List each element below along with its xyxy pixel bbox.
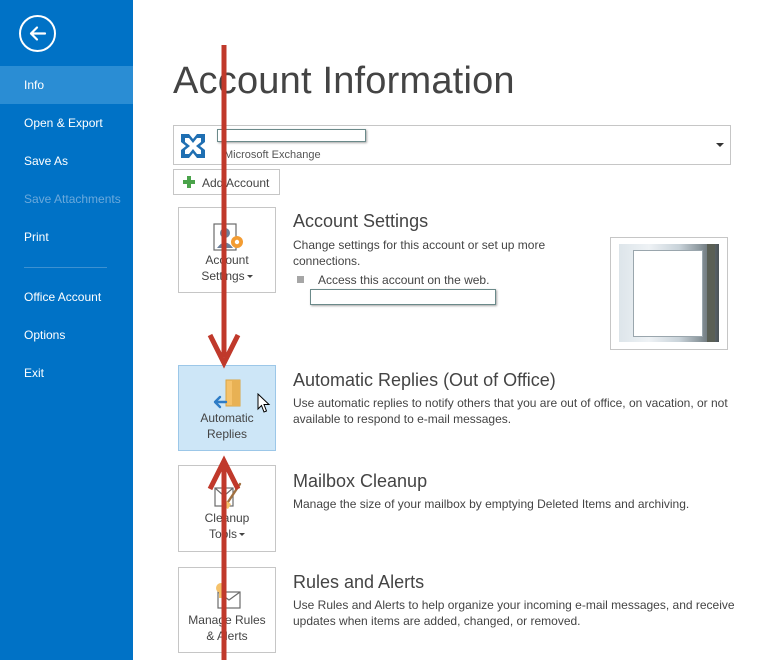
nav-item-exit[interactable]: Exit — [24, 366, 45, 380]
tile-label: Automatic Replies — [200, 411, 254, 441]
profile-picture-redaction — [633, 250, 703, 337]
sidebar-divider — [24, 267, 107, 268]
automatic-replies-button[interactable] — [178, 365, 276, 451]
add-account-button[interactable] — [173, 169, 280, 195]
tile-label: Manage Rules & Alerts — [188, 613, 266, 643]
section-desc-rules-alerts: Use Rules and Alerts to help organize your incoming e-mail messages, and receive updates when items are added, changed, or removed. — [293, 598, 735, 628]
nav-item-options[interactable]: Options — [24, 328, 66, 342]
account-type-label: Microsoft Exchange — [224, 149, 321, 161]
profile-picture[interactable] — [619, 244, 719, 342]
cleanup-tools-icon — [210, 476, 246, 512]
web-access-link-redacted[interactable] — [310, 289, 496, 305]
account-name-redacted — [217, 129, 366, 142]
backstage-sidebar — [0, 0, 133, 660]
tile-label: Account Settings — [179, 252, 275, 284]
section-desc-account-settings: Change settings for this account or set up more connections. — [293, 238, 546, 268]
automatic-replies-icon — [210, 376, 246, 412]
profile-picture-detail — [707, 244, 715, 342]
back-arrow-icon — [28, 24, 47, 43]
exchange-icon — [178, 131, 208, 161]
nav-item-save-attachments: Save Attachments — [24, 192, 121, 206]
section-heading-rules-alerts: Rules and Alerts — [293, 572, 425, 592]
section-desc-automatic-replies: Use automatic replies to notify others that you are out of office, on vacation, or not available to respond to e-mail messages. — [293, 396, 728, 426]
nav-item-save-as[interactable]: Save As — [24, 154, 69, 168]
account-settings-icon — [210, 218, 246, 254]
section-heading-mailbox-cleanup: Mailbox Cleanup — [293, 471, 428, 491]
back-button[interactable] — [19, 15, 56, 52]
add-account-label: Add Account — [202, 176, 270, 190]
web-access-label: Access this account on the web. — [318, 273, 490, 287]
chevron-down-icon — [247, 275, 253, 278]
bullet-icon — [297, 276, 304, 283]
rules-alerts-icon — [210, 578, 246, 614]
profile-picture-frame — [610, 237, 728, 350]
plus-icon — [183, 176, 195, 188]
section-heading-account-settings: Account Settings — [293, 211, 429, 231]
chevron-down-icon — [716, 143, 724, 147]
nav-item-open-export[interactable]: Open & Export — [24, 116, 103, 130]
manage-rules-alerts-button[interactable] — [178, 567, 276, 653]
account-selector[interactable] — [173, 125, 731, 165]
cleanup-tools-button[interactable] — [178, 465, 276, 552]
section-heading-automatic-replies: Automatic Replies (Out of Office) — [293, 370, 556, 390]
nav-item-info[interactable]: Info — [0, 66, 133, 104]
page-title: Account Information — [173, 60, 515, 102]
section-desc-mailbox-cleanup: Manage the size of your mailbox by emptying Deleted Items and archiving. — [293, 497, 690, 511]
tile-label: Cleanup Tools — [204, 511, 250, 541]
chevron-down-icon — [239, 533, 245, 536]
nav-item-office-account[interactable]: Office Account — [24, 290, 102, 304]
account-settings-button[interactable] — [178, 207, 276, 293]
nav-item-print[interactable]: Print — [24, 230, 49, 244]
